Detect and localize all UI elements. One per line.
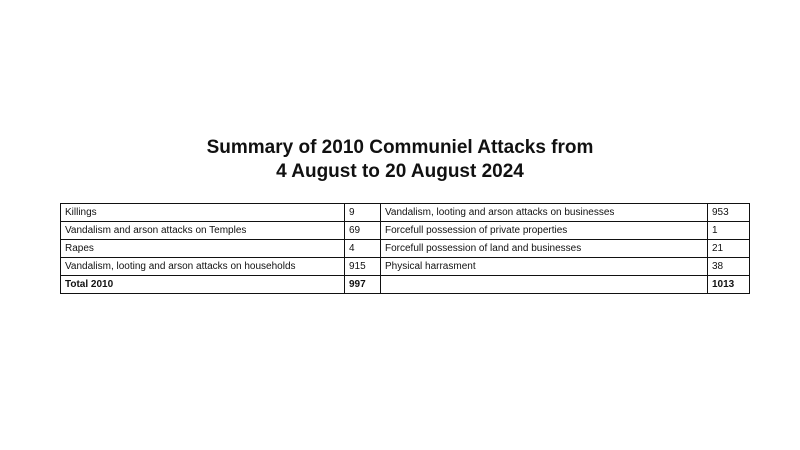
left-value-cell: 4 — [345, 240, 381, 258]
right-label-cell: Vandalism, looting and arson attacks on businesses — [381, 204, 708, 222]
right-value-cell: 38 — [708, 258, 750, 276]
document-title — [0, 136, 800, 184]
right-value-cell: 953 — [708, 204, 750, 222]
left-label-cell: Vandalism and arson attacks on Temples — [61, 222, 345, 240]
total-row — [61, 276, 750, 294]
total-left-value-cell: 997 — [345, 276, 381, 294]
left-label-cell: Rapes — [61, 240, 345, 258]
left-value-cell: 915 — [345, 258, 381, 276]
right-value-cell: 1 — [708, 222, 750, 240]
table-row — [61, 204, 750, 222]
total-label-cell: Total 2010 — [61, 276, 345, 294]
total-right-value-cell: 1013 — [708, 276, 750, 294]
left-label-cell: Killings — [61, 204, 345, 222]
attacks-summary-table — [60, 203, 750, 294]
table-row — [61, 258, 750, 276]
table-row — [61, 240, 750, 258]
right-label-cell: Forcefull possession of private properties — [381, 222, 708, 240]
title-line-2: 4 August to 20 August 2024 — [276, 161, 524, 182]
left-value-cell: 69 — [345, 222, 381, 240]
table-row — [61, 222, 750, 240]
right-label-cell: Forcefull possession of land and businesses — [381, 240, 708, 258]
left-value-cell: 9 — [345, 204, 381, 222]
left-label-cell: Vandalism, looting and arson attacks on households — [61, 258, 345, 276]
title-line-1: Summary of 2010 Communiel Attacks from — [206, 137, 594, 158]
right-value-cell: 21 — [708, 240, 750, 258]
total-right-label-cell — [381, 276, 708, 294]
right-label-cell: Physical harrasment — [381, 258, 708, 276]
